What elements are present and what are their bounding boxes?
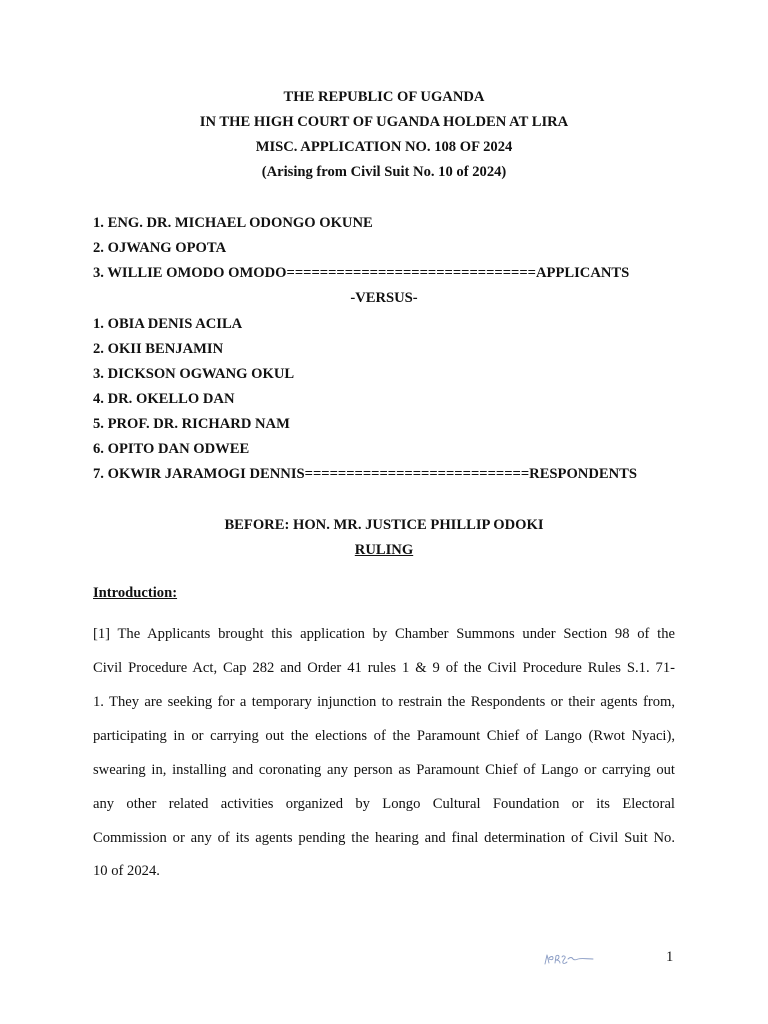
respondent-3: 3. DICKSON OGWANG OKUL (93, 366, 295, 382)
paragraph-1-line: [1] The Applicants brought this application by Chamber Summons under Section 98 of the (93, 626, 675, 642)
ruling-heading-text: RULING (354, 542, 414, 558)
paragraph-1-line: Civil Procedure Act, Cap 282 and Order 41 rules 1 & 9 of the Civil Procedure Rules S.1. 71- (93, 660, 675, 676)
respondent-4: 4. DR. OKELLO DAN (93, 391, 235, 407)
respondent-5: 5. PROF. DR. RICHARD NAM (93, 416, 290, 432)
title-court: IN THE HIGH COURT OF UGANDA HOLDEN AT LIRA (199, 114, 569, 130)
page-number: 1 (666, 949, 674, 965)
signature-initials (543, 950, 595, 968)
paragraph-1-line: 10 of 2024. (93, 863, 160, 879)
applicant-2: 2. OJWANG OPOTA (93, 240, 227, 256)
title-republic: THE REPUBLIC OF UGANDA (283, 89, 485, 105)
respondent-1: 1. OBIA DENIS ACILA (93, 316, 243, 332)
introduction-heading: Introduction: (93, 585, 178, 601)
paragraph-1-line: participating in or carrying out the elections of the Paramount Chief of Lango (Rwot Nyaci), (93, 728, 675, 744)
respondent-6: 6. OPITO DAN ODWEE (93, 441, 250, 457)
paragraph-1-line: Commission or any of its agents pending the hearing and final determination of Civil Suit No. (93, 830, 675, 846)
title-application-number: MISC. APPLICATION NO. 108 OF 2024 (255, 139, 513, 155)
respondent-2: 2. OKII BENJAMIN (93, 341, 224, 357)
before-judge: BEFORE: HON. MR. JUSTICE PHILLIP ODOKI (224, 517, 544, 533)
versus-label: -VERSUS- (350, 290, 418, 306)
paragraph-1-line: swearing in, installing and coronating any person as Paramount Chief of Lango or carrying out (93, 762, 675, 778)
title-arising-from: (Arising from Civil Suit No. 10 of 2024) (261, 164, 507, 180)
paragraph-1-line: 1. They are seeking for a temporary injunction to restrain the Respondents or their agents from, (93, 694, 675, 710)
paragraph-1-line: any other related activities organized by Longo Cultural Foundation or its Electoral (93, 796, 675, 812)
applicant-1: 1. ENG. DR. MICHAEL ODONGO OKUNE (93, 215, 373, 231)
respondent-7: 7. OKWIR JARAMOGI DENNIS===========================RESPONDENTS (93, 466, 638, 482)
ruling-heading (0, 541, 768, 559)
applicant-3: 3. WILLIE OMODO OMODO==============================APPLICANTS (93, 265, 630, 281)
